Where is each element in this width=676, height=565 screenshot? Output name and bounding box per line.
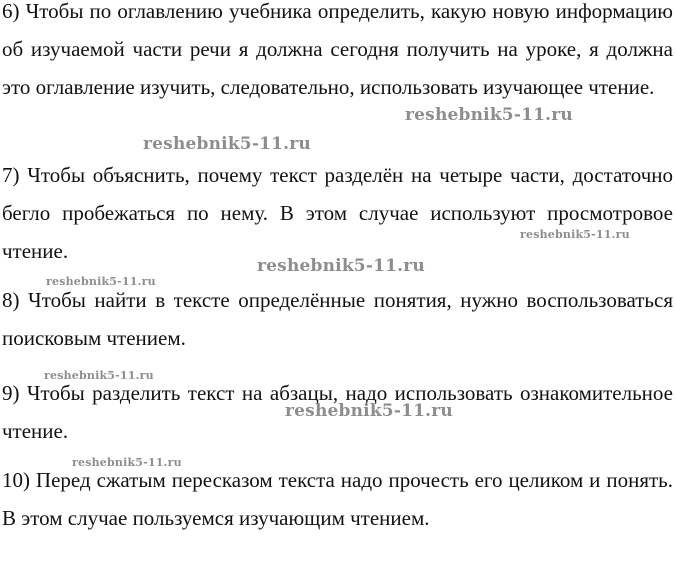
- paragraph-9: 9) Чтобы разделить текст на абзацы, надо использовать ознакомительное чтение.: [2, 381, 673, 443]
- watermark: reshebnik5-11.ru: [285, 401, 453, 421]
- watermark: reshebnik5-11.ru: [257, 256, 425, 276]
- paragraph-10: 10) Перед сжатым пересказом текста надо прочесть его целиком и понять. В этом случае пользуемся изучающим чтением.: [2, 468, 673, 530]
- watermark: reshebnik5-11.ru: [520, 228, 630, 241]
- paragraph-6: 6) Чтобы по оглавлению учебника определить, какую новую информацию об изучаемой части речи я должна сегодня получить на уроке, я должна это оглавление изучить, следовательно, использовать изучающее чтение.: [2, 0, 673, 99]
- watermark: reshebnik5-11.ru: [72, 456, 182, 469]
- paragraph-7: 7) Чтобы объяснить, почему текст разделён на четыре части, достаточно бегло пробежаться по нему. В этом случае используют просмотровое чтение.: [2, 163, 673, 263]
- watermark: reshebnik5-11.ru: [44, 369, 154, 382]
- watermark: reshebnik5-11.ru: [46, 275, 156, 288]
- watermark: reshebnik5-11.ru: [143, 134, 311, 154]
- watermark: reshebnik5-11.ru: [405, 105, 573, 125]
- paragraph-8: 8) Чтобы найти в тексте определённые понятия, нужно воспользоваться поисковым чтением.: [2, 288, 673, 350]
